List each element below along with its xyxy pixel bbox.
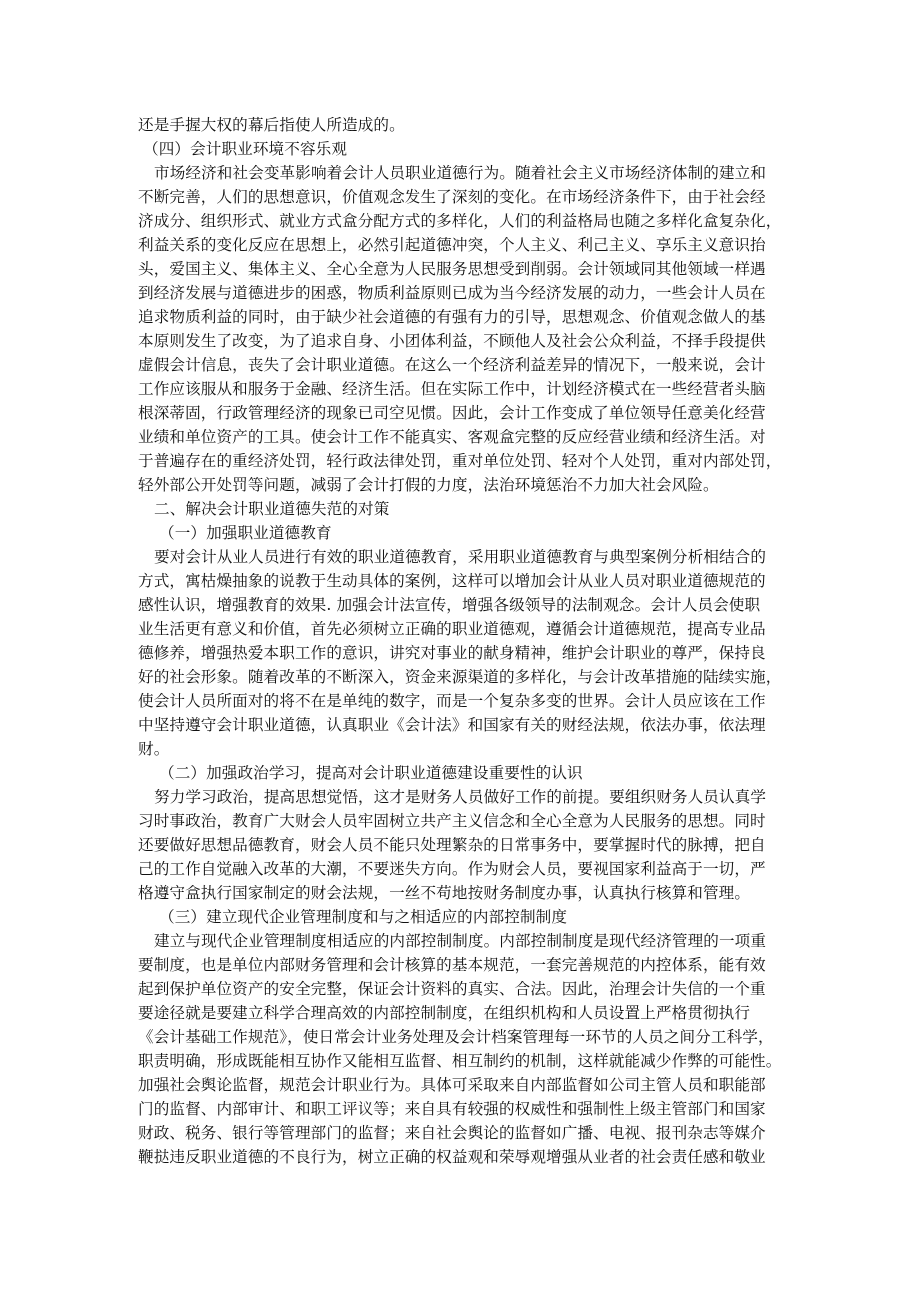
section-heading: （四）会计职业环境不容乐观: [143, 140, 348, 158]
text-line: 己的工作自觉融入改革的大潮，不要迷失方向。作为财会人员，要视国家利益高于一切，严: [138, 860, 766, 878]
text-line: 还要做好思想品德教育，财会人员不能只处理繁杂的日常事务中，要掌握时代的脉搏，把自: [138, 836, 766, 854]
text-line: 方式，寓枯燥抽象的说教于生动具体的案例，这样可以增加会计从业人员对职业道德规范的: [138, 572, 766, 590]
text-line: 财政、税务、银行等管理部门的监督；来自社会舆论的监督如广播、电视、报刊杂志等媒介: [138, 1124, 766, 1142]
text-line: 市场经济和社会变革影响着会计人员职业道德行为。随着社会主义市场经济体制的建立和: [154, 164, 767, 182]
text-line: 使会计人员所面对的将不在是单纯的数字，而是一个复杂多变的世界。会计人员应该在工作: [138, 692, 766, 710]
text-line: 《会计基础工作规范》，使日常会计业务处理及会计档案管理每一环节的人员之间分工科学，: [138, 1028, 774, 1046]
text-line: 财。: [138, 740, 170, 758]
text-line: 济成分、组织形式、就业方式盒分配方式的多样化，人们的利益格局也随之多样化盒复杂化，: [138, 212, 782, 230]
text-line: 要制度，也是单位内部财务管理和会计核算的基本规范，一套完善规范的内控体系，能有效: [138, 956, 766, 974]
text-line: 轻外部公开处罚等问题，减弱了会计打假的力度，法治环境惩治不力加大社会风险。: [138, 476, 719, 494]
text-line: 利益关系的变化反应在思想上，必然引起道德冲突，个人主义、利己主义、享乐主义意识抬: [138, 236, 766, 254]
text-line: 习时事政治，教育广大财会人员牢固树立共产主义信念和全心全意为人民服务的思想。同时: [138, 812, 766, 830]
text-line: 要途径就是要建立科学合理高效的内部控制制度，在组织机构和人员设置上严格贯彻执行: [138, 1004, 751, 1022]
text-line: 建立与现代企业管理制度相适应的内部控制制度。内部控制制度是现代经济管理的一项重: [154, 932, 767, 950]
text-line: 不断完善，人们的思想意识，价值观念发生了深刻的变化。在市场经济条件下，由于社会经: [138, 188, 766, 206]
section-heading: （一）加强职业道德教育: [159, 524, 332, 542]
text-line: 起到保护单位资产的安全完整，保证会计资料的真实、合法。因此，治理会计失信的一个重: [138, 980, 766, 998]
text-line: 头，爱国主义、集体主义、全心全意为人民服务思想受到削弱。会计领域同其他领域一样遇: [138, 260, 766, 278]
text-line: 工作应该服从和服务于金融、经济生活。但在实际工作中，计划经济模式在一些经营者头脑: [138, 380, 766, 398]
text-line: 鞭挞违反职业道德的不良行为，树立正确的权益观和荣辱观增强从业者的社会责任感和敬业: [138, 1148, 766, 1166]
text-line: 业绩和单位资产的工具。使会计工作不能真实、客观盒完整的反应经营业绩和经济生活。对: [138, 428, 766, 446]
text-line: 根深蒂固，行政管理经济的现象已司空见惯。因此，会计工作变成了单位领导任意美化经营: [138, 404, 766, 422]
text-line: 加强社会舆论监督，规范会计职业行为。具体可采取来自内部监督如公司主管人员和职能部: [138, 1076, 766, 1094]
section-heading: 二、解决会计职业道德失范的对策: [154, 500, 390, 518]
text-line: 门的监督、内部审计、和职工评议等；来自具有较强的权威性和强制性上级主管部门和国家: [138, 1100, 766, 1118]
text-line: 到经济发展与道德进步的困惑，物质利益原则已成为当今经济发展的动力，一些会计人员在: [138, 284, 766, 302]
section-heading: （三）建立现代企业管理制度和与之相适应的内部控制制度: [159, 908, 568, 926]
section-heading: （二）加强政治学习，提高对会计职业道德建设重要性的认识: [159, 764, 583, 782]
text-line: 追求物质利益的同时，由于缺少社会道德的有强有力的引导，思想观念、价值观念做人的基: [138, 308, 766, 326]
text-line: 中坚持遵守会计职业道德，认真职业《会计法》和国家有关的财经法规，依法办事，依法理: [138, 716, 766, 734]
text-line: 感性认识，增强教育的效果. 加强会计法宣传，增强各级领导的法制观念。会计人员会使职: [138, 596, 761, 614]
text-line: 本原则发生了改变，为了追求自身、小团体利益，不顾他人及社会公众利益，不择手段提供: [138, 332, 766, 350]
text-line: 职责明确，形成既能相互协作又能相互监督、相互制约的机制，这样就能减少作弊的可能性。: [138, 1052, 782, 1070]
text-line: 于普遍存在的重经济处罚，轻行政法律处罚，重对单位处罚、轻对个人处罚，重对内部处罚，: [138, 452, 782, 470]
text-line: 格遵守盒执行国家制定的财会法规，一丝不苟地按财务制度办事，认真执行核算和管理。: [138, 884, 751, 902]
text-line: 德修养，增强热爱本职工作的意识，讲究对事业的献身精神，维护会计职业的尊严，保持良: [138, 644, 766, 662]
text-line: 业生活更有意义和价值，首先必须树立正确的职业道德观，遵循会计道德规范，提高专业品: [138, 620, 766, 638]
text-line: 要对会计从业人员进行有效的职业道德教育，采用职业道德教育与典型案例分析相结合的: [154, 548, 767, 566]
text-line: 好的社会形象。随着改革的不断深入，资金来源渠道的多样化，与会计改革措施的陆续实施，: [138, 668, 782, 686]
text-line: 努力学习政治，提高思想觉悟，这才是财务人员做好工作的前提。要组织财务人员认真学: [154, 788, 767, 806]
text-line: 还是手握大权的幕后指使人所造成的。: [138, 116, 405, 134]
text-line: 虚假会计信息，丧失了会计职业道德。在这么一个经济利益差异的情况下，一般来说，会计: [138, 356, 766, 374]
